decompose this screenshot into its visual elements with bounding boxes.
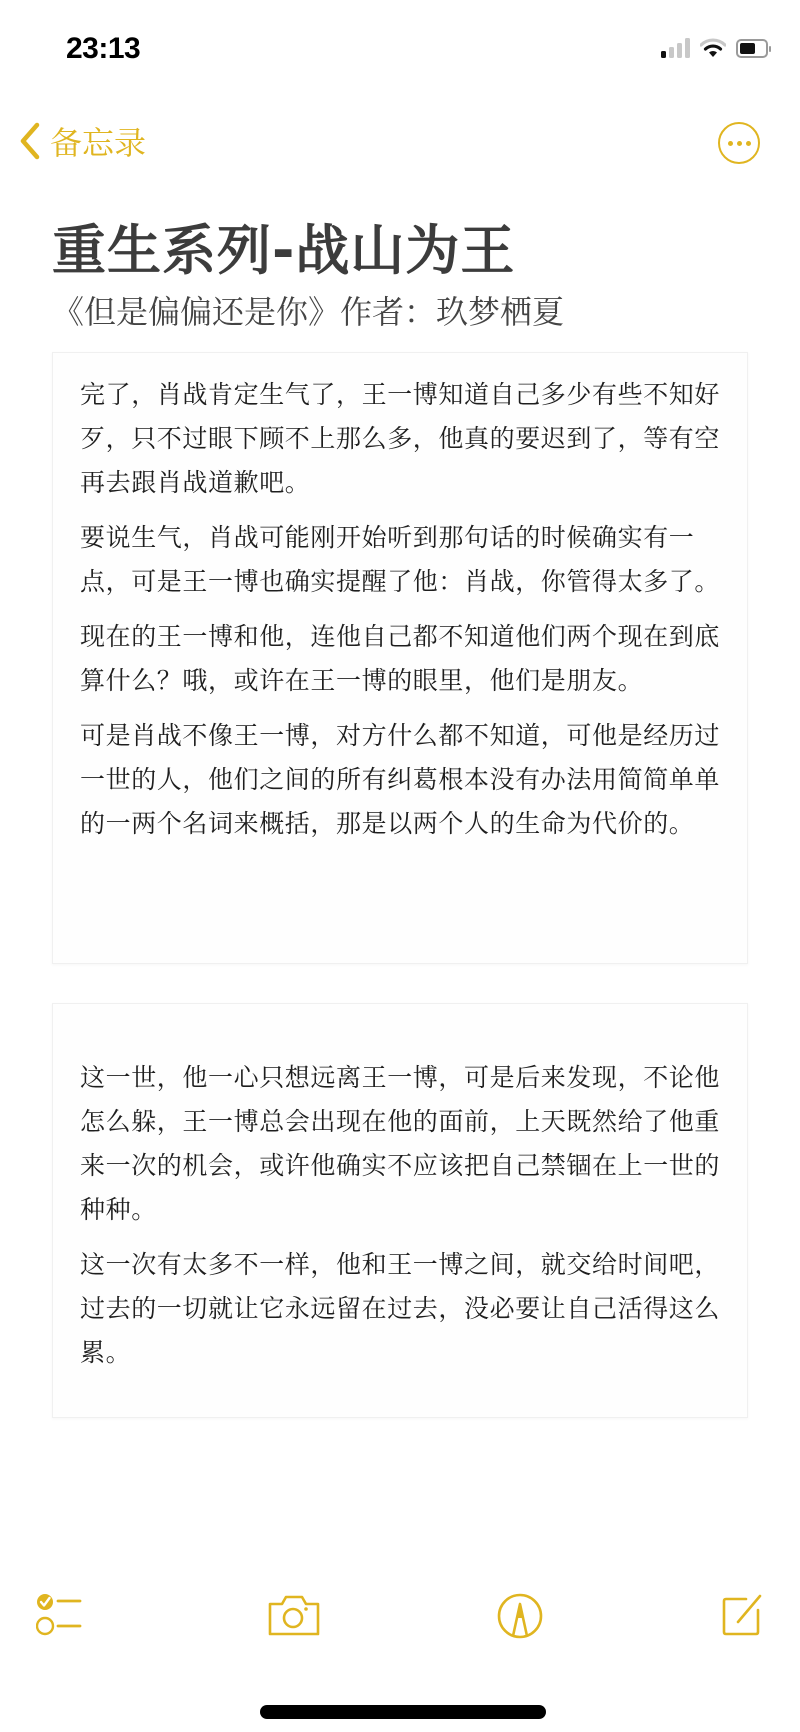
paragraph: 现在的王一博和他，连他自己都不知道他们两个现在到底算什么？哦，或许在王一博的眼里，他们是朋友。 bbox=[80, 622, 721, 695]
note-image-card-1[interactable] bbox=[52, 352, 748, 964]
dot-icon bbox=[746, 141, 751, 146]
camera-icon bbox=[266, 1592, 322, 1638]
more-options-button[interactable] bbox=[718, 122, 760, 164]
home-indicator[interactable] bbox=[260, 1705, 546, 1719]
paragraph: 这一次有太多不一样，他和王一博之间，就交给时间吧，过去的一切就让它永远留在过去，没必要让自己活得这么累。 bbox=[80, 1250, 721, 1367]
markup-pen-icon bbox=[496, 1592, 544, 1640]
dot-icon bbox=[728, 141, 733, 146]
back-label: 备忘录 bbox=[50, 124, 147, 162]
compose-icon bbox=[720, 1592, 766, 1638]
camera-button[interactable] bbox=[266, 1592, 322, 1642]
note-image-card-2[interactable] bbox=[52, 1003, 748, 1418]
compose-button[interactable] bbox=[720, 1592, 766, 1642]
checklist-button[interactable] bbox=[36, 1592, 90, 1642]
back-button[interactable] bbox=[18, 118, 146, 164]
battery-icon bbox=[736, 39, 768, 58]
cellular-signal-icon bbox=[661, 38, 690, 58]
markup-button[interactable] bbox=[496, 1592, 544, 1644]
paragraph: 要说生气，肖战可能刚开始听到那句话的时候确实有一点，可是王一博也确实提醒了他：肖战，你管得太多了。 bbox=[80, 523, 721, 596]
dot-icon bbox=[737, 141, 742, 146]
paragraph: 这一世，他一心只想远离王一博，可是后来发现，不论他怎么躲，王一博总会出现在他的面前，上天既然给了他重来一次的机会，或许他确实不应该把自己禁锢在上一世的种种。 bbox=[80, 1063, 721, 1224]
status-time: 23:13 bbox=[66, 32, 141, 65]
wifi-icon bbox=[700, 38, 726, 58]
paragraph: 完了，肖战肯定生气了，王一博知道自己多少有些不知好歹，只不过眼下顾不上那么多，他真的要迟到了，等有空再去跟肖战道歉吧。 bbox=[80, 380, 721, 497]
paragraph: 可是肖战不像王一博，对方什么都不知道，可他是经历过一世的人，他们之间的所有纠葛根本没有办法用简简单单的一两个名词来概括，那是以两个人的生命为代价的。 bbox=[80, 721, 721, 838]
note-subtitle[interactable]: 《但是偏偏还是你》作者：玖梦栖夏 bbox=[52, 293, 565, 331]
note-title[interactable]: 重生系列-战山为王 bbox=[52, 219, 516, 282]
checklist-icon bbox=[36, 1592, 90, 1638]
status-icons bbox=[661, 38, 768, 58]
chevron-left-icon bbox=[18, 121, 42, 161]
